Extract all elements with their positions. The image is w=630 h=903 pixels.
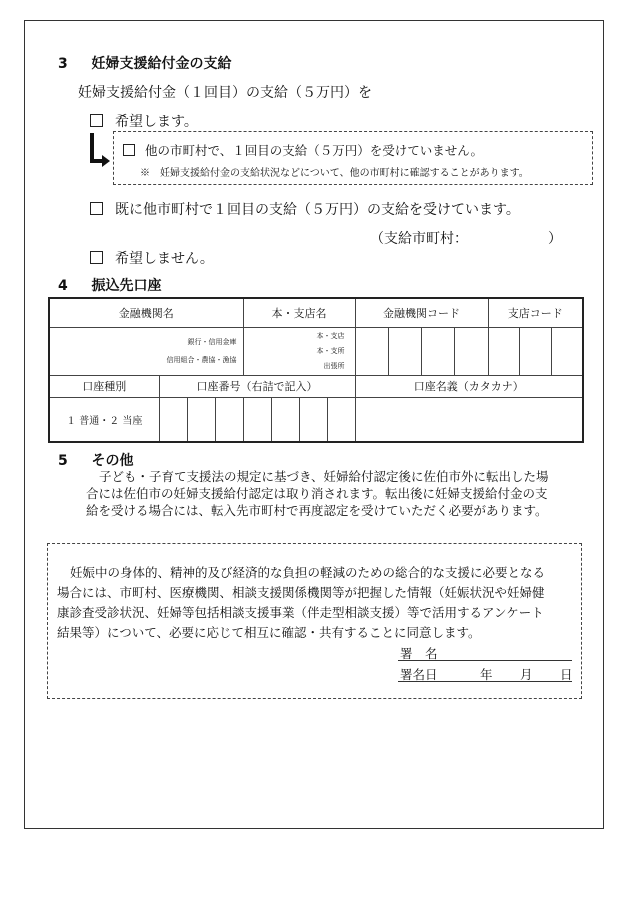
option-no[interactable] (90, 248, 214, 268)
consent-line3: 康診査受診状況、妊婦等包括相談支援事業（伴走型相談支援）等で活用するアンケート (57, 605, 544, 620)
header-account-type: 口座種別 (49, 375, 159, 397)
branch-type-2: 本・支所 (316, 346, 345, 355)
branch-code-digit-1[interactable] (488, 327, 519, 375)
consent-line1: 妊娠中の身体的、精神的及び経済的な負担の軽減のための総合的な支援に必要となる (70, 565, 546, 580)
account-number-digit-5[interactable] (271, 397, 299, 442)
branch-name-cell[interactable] (243, 327, 355, 375)
payer-municipality-field[interactable] (475, 228, 545, 246)
bank-code-digit-2[interactable] (388, 327, 421, 375)
section3-lead: 妊婦支援給付金（１回目）の支給（５万円）を (78, 85, 372, 101)
option-no-label: 希望しません。 (115, 251, 214, 267)
header-bank-name: 金融機関名 (49, 298, 243, 327)
section5-line1: 子ども・子育て支援法の規定に基づき、妊婦給付認定後に佐伯市外に転出した場 (99, 469, 549, 484)
header-account-number: 口座番号（右詰で記入） (159, 375, 355, 397)
bank-code-digit-1[interactable] (355, 327, 388, 375)
account-number-digit-6[interactable] (299, 397, 327, 442)
sub-option-checkbox[interactable] (123, 144, 135, 156)
section4-heading (58, 275, 162, 295)
branch-type-3: 出張所 (323, 361, 345, 370)
payer-municipality-close: ） (548, 231, 562, 247)
option-already-checkbox[interactable] (90, 202, 103, 215)
section4-number: 4 (58, 278, 68, 294)
payer-municipality-label: （支給市町村： (370, 231, 468, 247)
section5-line3: 給を受ける場合には、転入先市町村で再度認定を受けていただく必要があります。 (86, 503, 548, 518)
option-already[interactable] (90, 199, 520, 219)
section3-title: 妊婦支援給付金の支給 (91, 56, 232, 72)
option-hope-checkbox[interactable] (90, 114, 103, 127)
branch-type-1: 本・支店 (316, 331, 345, 340)
sign-date-day: 日 (560, 667, 573, 682)
account-type-cell[interactable]: １ 普通・２ 当座 (49, 397, 159, 442)
sign-date-line[interactable] (398, 681, 572, 682)
section5-title: その他 (91, 453, 134, 469)
sub-option[interactable] (123, 141, 483, 159)
bank-type-2: 信用組合・農協・漁協 (166, 355, 237, 364)
option-hope-label: 希望します。 (115, 114, 198, 130)
sign-label: 署 名 (400, 646, 438, 661)
section3-number: 3 (58, 56, 68, 72)
account-number-digit-2[interactable] (187, 397, 215, 442)
header-branch-name: 本・支店名 (243, 298, 355, 327)
arrow-down-right-icon (86, 131, 114, 173)
bank-code-digit-4[interactable] (454, 327, 488, 375)
bank-name-cell[interactable] (49, 327, 243, 375)
account-number-digit-3[interactable] (215, 397, 243, 442)
account-name-cell[interactable] (355, 397, 583, 442)
header-branch-code: 支店コード (488, 298, 583, 327)
sign-line[interactable] (398, 660, 572, 661)
account-number-digit-4[interactable] (243, 397, 271, 442)
option-hope[interactable] (90, 111, 198, 131)
branch-code-digit-2[interactable] (519, 327, 551, 375)
bank-account-table (48, 297, 584, 443)
sub-option-note: ※ 妊婦支援給付金の支給状況などについて、他の市町村に確認することがあります。 (140, 168, 529, 179)
section4-title: 振込先口座 (91, 278, 162, 294)
consent-line2: 場合には、市町村、医療機関、相談支援関係機関等が把握した情報（妊娠状況や妊婦健 (57, 585, 545, 600)
header-bank-code: 金融機関コード (355, 298, 488, 327)
account-number-digit-7[interactable] (327, 397, 355, 442)
section5-line2: 合には佐伯市の妊婦支援給付認定は取り消されます。転出後に妊婦支援給付金の支 (86, 486, 548, 501)
section3-heading (58, 53, 232, 73)
sign-date-label: 署名日 (400, 667, 438, 682)
account-number-digit-1[interactable] (159, 397, 187, 442)
section5-number: 5 (58, 453, 68, 469)
bank-type-1: 銀行・信用金庫 (187, 337, 237, 346)
option-already-label: 既に他市町村で１回目の支給（５万円）の支給を受けています。 (115, 202, 520, 218)
sub-option-label: 他の市町村で、１回目の支給（５万円）を受けていません。 (145, 143, 484, 158)
option-no-checkbox[interactable] (90, 251, 103, 264)
consent-line4: 結果等）について、必要に応じて相互に確認・共有することに同意します。 (57, 625, 481, 640)
header-account-name: 口座名義（カタカナ） (355, 375, 583, 397)
sign-date-year: 年 (480, 667, 493, 682)
bank-code-digit-3[interactable] (421, 327, 454, 375)
section5-heading (58, 450, 134, 470)
sign-date-month: 月 (520, 667, 533, 682)
branch-code-digit-3[interactable] (551, 327, 583, 375)
